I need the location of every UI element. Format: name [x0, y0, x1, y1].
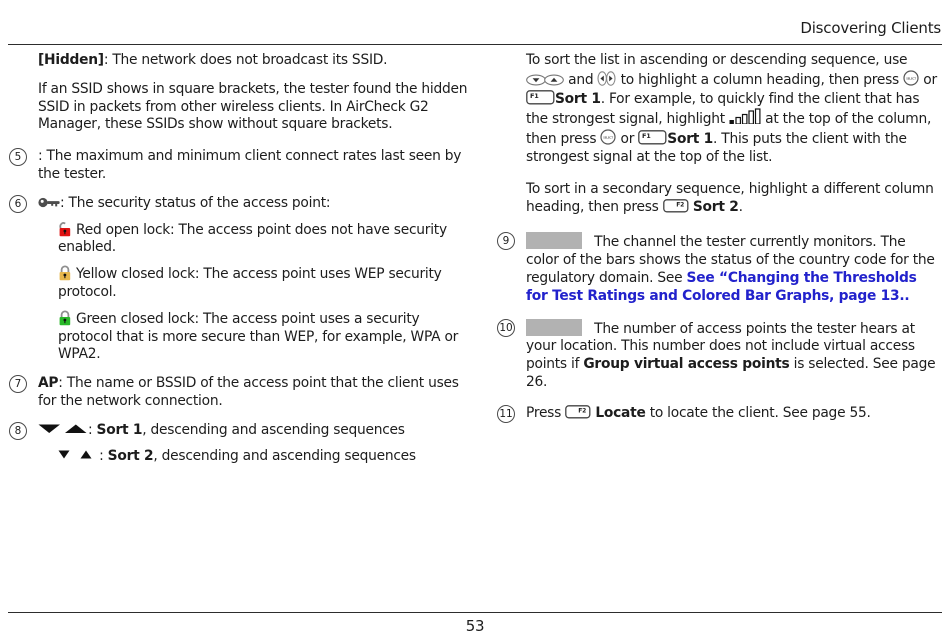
- item-number-7: 7: [9, 375, 27, 393]
- f1-key-icon: [526, 90, 555, 109]
- text-run: Yellow closed lock: The access point uses WEP security protocol.: [58, 266, 442, 300]
- ap-count-graphic-placeholder: [526, 319, 582, 336]
- text-run: at the top of the column, then press: [526, 111, 932, 148]
- sort2-term: Sort 2: [692, 198, 739, 215]
- list-item-8: [14, 421, 468, 466]
- text-run: or: [919, 71, 937, 88]
- svg-text:F2: F2: [578, 407, 587, 415]
- list-item-7: [14, 375, 468, 411]
- svg-text:SELECT: SELECT: [906, 76, 917, 81]
- f2-key-icon: [663, 199, 689, 217]
- key-icon: [38, 195, 60, 213]
- svg-text:F1: F1: [530, 91, 539, 100]
- text-run: : The network does not broadcast its SSID.: [103, 52, 388, 68]
- sub-item-sort2: [58, 448, 468, 466]
- sub-item-red-lock: [58, 221, 468, 258]
- text-run: . This puts the client with the strongest signal at the top of the list.: [526, 131, 907, 165]
- item-number-11: 11: [497, 405, 515, 423]
- text-run: :: [95, 447, 108, 464]
- signal-strength-bars-icon: [729, 108, 761, 129]
- select-button-icon: [903, 70, 919, 90]
- text-run: , descending and ascending sequences: [153, 447, 416, 464]
- leftright-arrow-keys-icon: [597, 71, 616, 90]
- list-item-10: [499, 319, 942, 392]
- hidden-ssid-paragraph: [38, 52, 468, 70]
- updown-arrow-keys-icon: [526, 72, 564, 90]
- item-number-6: 6: [9, 195, 27, 213]
- channel-graphic-placeholder: [526, 232, 582, 249]
- text-run: Green closed lock: The access point uses a security protocol that is more secure than WEP, for example, WPA or WPA2.: [58, 310, 459, 363]
- right-column: [499, 52, 942, 434]
- left-column: [14, 52, 468, 476]
- text-run: or: [616, 131, 639, 148]
- list-item-9: [502, 232, 942, 305]
- ap-term: AP: [38, 375, 59, 392]
- sort-instructions-paragraph: [526, 52, 942, 167]
- text-run: The channel the tester currently monitors. The color of the bars shows the status of the country code for the regulatory domain. See: [526, 234, 935, 286]
- footer-divider: [8, 612, 942, 613]
- list-item-5: [14, 148, 468, 184]
- locate-term: Locate: [595, 404, 646, 421]
- page-title: Discovering Clients: [800, 19, 941, 37]
- sort2-term: Sort 2: [107, 447, 154, 464]
- svg-text:SELECT: SELECT: [603, 135, 614, 140]
- text-run: , descending and ascending sequences: [142, 421, 405, 438]
- thresholds-cross-reference-link[interactable]: See “Changing the Thresholds for Test Ratings and Colored Bar Graphs, page 13..: [526, 269, 917, 304]
- text-run: To sort the list in ascending or descending sequence, use: [526, 52, 908, 68]
- text-run: is selected. See page 26.: [526, 356, 936, 390]
- text-run: :: [88, 421, 97, 438]
- text-run: : The security status of the access point:: [60, 194, 331, 211]
- list-item-6: [14, 194, 468, 364]
- text-run: . For example, to quickly find the client that has the strongest signal, highlight: [526, 90, 920, 128]
- sub-item-green-lock: [58, 310, 468, 364]
- green-closed-lock-icon: [58, 310, 76, 329]
- text-run: : The maximum and minimum client connect rates last seen by the tester.: [38, 148, 462, 182]
- text-run: .: [738, 198, 743, 215]
- item-number-10: 10: [497, 319, 515, 337]
- text-run: to highlight a column heading, then press: [616, 71, 904, 88]
- text-run: Press: [526, 404, 566, 421]
- text-run: and: [564, 71, 598, 88]
- yellow-closed-lock-icon: [58, 265, 76, 284]
- item-number-9: 9: [497, 232, 515, 250]
- sub-item-yellow-lock: [58, 265, 468, 302]
- text-run: The number of access points the tester hears at your location. This number does not include virtual access points if: [526, 320, 915, 373]
- sort1-term: Sort 1: [667, 131, 714, 148]
- sort1-descending-ascending-icon: [38, 422, 88, 440]
- list-item-11: [499, 404, 942, 423]
- header-divider: [8, 44, 942, 45]
- text-run: To sort in a secondary sequence, highlight a different column heading, then press: [526, 180, 934, 215]
- group-virtual-term: Group virtual access points: [583, 356, 790, 373]
- f1-key-icon: [638, 130, 667, 149]
- svg-text:F2: F2: [675, 201, 684, 209]
- sort2-descending-ascending-icon: [58, 448, 95, 466]
- text-run: Sort 1: [555, 90, 601, 107]
- svg-text:F1: F1: [642, 132, 651, 141]
- secondary-sort-paragraph: [526, 181, 942, 217]
- sort1-term: Sort 1: [96, 421, 143, 438]
- red-open-lock-icon: [58, 221, 76, 240]
- text-run: : The name or BSSID of the access point that the client uses for the network connection.: [38, 375, 459, 409]
- select-button-icon: [600, 129, 616, 149]
- item-number-8: 8: [9, 422, 27, 440]
- hidden-term: [Hidden]: [38, 52, 104, 68]
- item-number-5: 5: [9, 148, 27, 166]
- page-number: 53: [465, 617, 485, 635]
- f2-key-icon: [565, 405, 591, 423]
- text-run: Red open lock: The access point does not have security enabled.: [58, 221, 447, 256]
- ssid-brackets-paragraph: If an SSID shows in square brackets, the tester found the hidden SSID in packets from other wireless clients. In AirCheck G2 Manager, these SSIDs show without square brackets.: [38, 80, 468, 133]
- text-run: to locate the client. See page 55.: [645, 404, 871, 421]
